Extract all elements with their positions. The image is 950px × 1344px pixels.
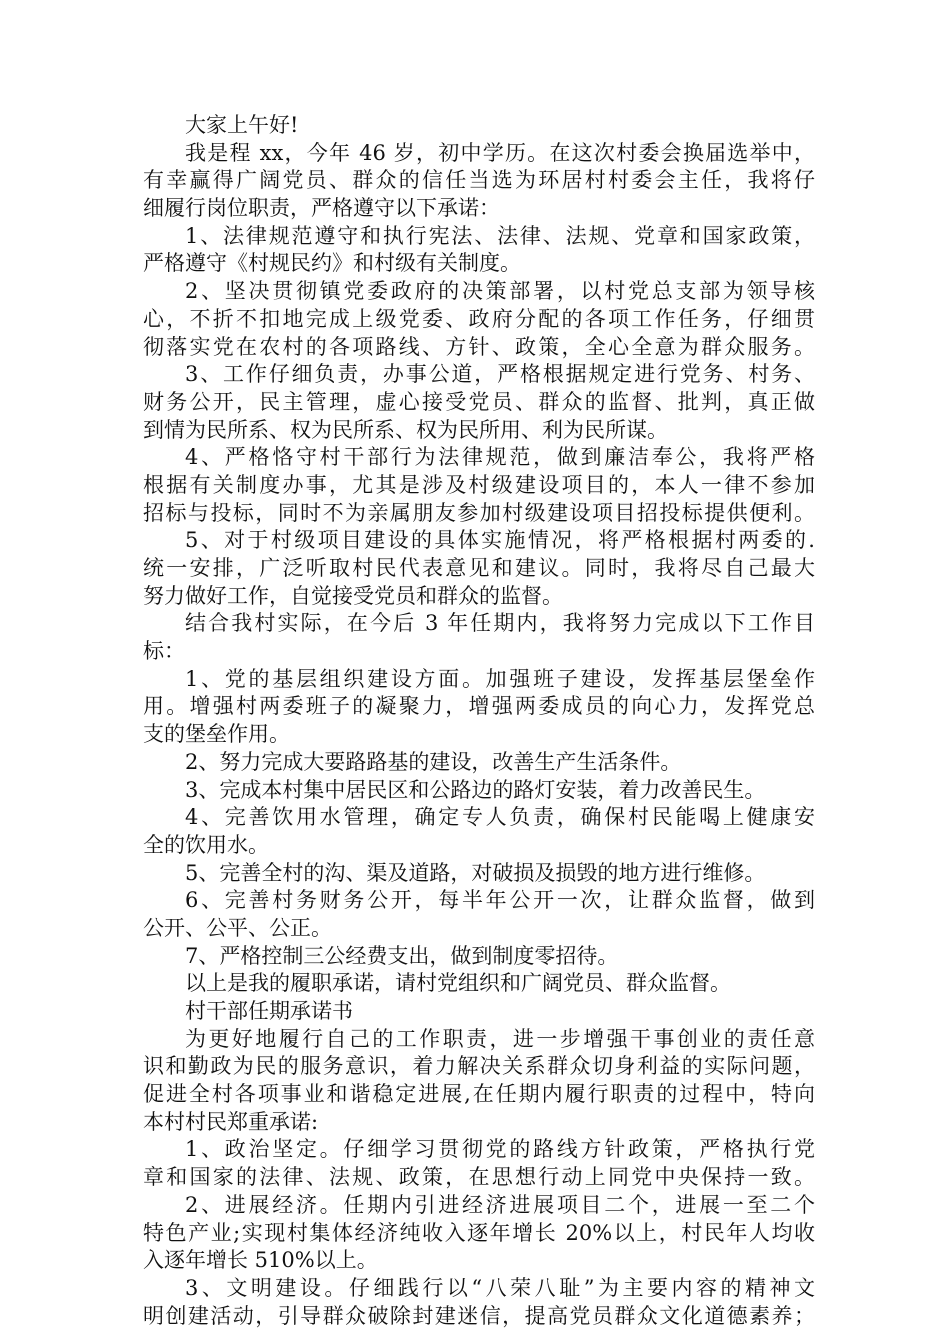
paragraph-line: 本村村民郑重承诺: <box>143 1109 319 1134</box>
paragraph-line: 心，不折不扣地完成上级党委、政府分配的各项工作任务，仔细贯 <box>143 306 815 331</box>
paragraph-line: 公开、公平、公正。 <box>143 915 332 940</box>
paragraph-line: 5、完善全村的沟、渠及道路，对破损及损毁的地方进行维修。 <box>185 860 766 885</box>
paragraph-line: 到情为民所系、权为民所系、权为民所用、利为民所谋。 <box>143 417 668 442</box>
paragraph-line: 促进全村各项事业和谐稳定进展,在任期内履行职责的过程中，特向 <box>143 1082 815 1107</box>
paragraph-line: 结合我村实际，在今后 3 年任期内，我将努力完成以下工作目 <box>185 611 815 636</box>
paragraph-line: 章和国家的法律、法规、政策，在思想行动上同党中央保持一致。 <box>143 1165 815 1190</box>
paragraph-line: 4、严格恪守村干部行为法律规范，做到廉洁奉公，我将严格 <box>185 445 815 470</box>
paragraph-line: 细履行岗位职责，严格遵守以下承诺： <box>143 196 500 221</box>
greeting: 大家上午好! <box>185 113 299 137</box>
paragraph-line: 明创建活动，引导群众破除封建迷信，提高党员群众文化道德素养； <box>143 1303 815 1328</box>
document-body <box>143 112 815 1330</box>
paragraph-line: 招标与投标，同时不为亲属朋友参加村级建设项目招投标提供便利。 <box>143 500 815 525</box>
paragraph-line: 3、完成本村集中居民区和公路边的路灯安装，着力改善民生。 <box>185 777 766 802</box>
paragraph-line: 特色产业;实现村集体经济纯收入逐年增长 20%以上，村民年人均收 <box>143 1220 815 1245</box>
paragraph-line: 统一安排，广泛听取村民代表意见和建议。同时，我将尽自己最大 <box>143 556 815 580</box>
paragraph-line: 有幸赢得广阔党员、群众的信任当选为环居村村委会主任，我将仔 <box>143 168 815 193</box>
paragraph-line: 6、完善村务财务公开，每半年公开一次，让群众监督，做到 <box>185 888 815 913</box>
paragraph-line: 我是程 xx，今年 46 岁，初中学历。在这次村委会换届选举中， <box>185 140 815 165</box>
paragraph-line: 2、努力完成大要路路基的建设，改善生产生活条件。 <box>185 749 682 774</box>
paragraph-line: 1、法律规范遵守和执行宪法、法律、法规、党章和国家政策， <box>185 223 815 248</box>
paragraph-line: 7、严格控制三公经费支出，做到制度零招待。 <box>185 943 619 968</box>
paragraph-line: 全的饮用水。 <box>143 832 269 857</box>
paragraph-line: 1、政治坚定。仔细学习贯彻党的路线方针政策，严格执行党 <box>185 1137 815 1162</box>
paragraph-line: 3、文明建设。仔细践行以“八荣八耻”为主要内容的精神文 <box>185 1275 815 1300</box>
paragraph-line: 财务公开，民主管理，虚心接受党员、群众的监督、批判，真正做 <box>143 389 815 414</box>
paragraph-line: 标： <box>143 639 185 664</box>
paragraph-line: 3、工作仔细负责，办事公道，严格根据规定进行党务、村务、 <box>185 362 815 387</box>
paragraph-line: 识和勤政为民的服务意识，着力解决关系群众切身利益的实际问题， <box>143 1054 815 1079</box>
paragraph-line: 彻落实党在农村的各项路线、方针、政策，全心全意为群众服务。 <box>143 334 815 359</box>
paragraph-line: 入逐年增长 510%以上。 <box>143 1248 378 1273</box>
paragraph-line: 根据有关制度办事，尤其是涉及村级建设项目的，本人一律不参加 <box>143 472 815 497</box>
paragraph-line: 以上是我的履职承诺，请村党组织和广阔党员、群众监督。 <box>185 971 731 996</box>
paragraph-line: 1、党的基层组织建设方面。加强班子建设，发挥基层堡垒作 <box>185 666 815 691</box>
paragraph-line: 2、进展经济。任期内引进经济进展项目二个，进展一至二个 <box>185 1192 815 1217</box>
paragraph-line: 严格遵守《村规民约》和村级有关制度。 <box>143 251 521 276</box>
paragraph-line: 2、坚决贯彻镇党委政府的决策部署，以村党总支部为领导核 <box>185 279 815 304</box>
paragraph-line: 为更好地履行自己的工作职责，进一步增强干事创业的责任意 <box>185 1026 815 1051</box>
paragraph-line: 用。增强村两委班子的凝聚力，增强两委成员的向心力，发挥党总 <box>143 694 815 719</box>
paragraph-line: 5、对于村级项目建设的具体实施情况，将严格根据村两委的. <box>185 528 815 553</box>
paragraph-line: 努力做好工作，自觉接受党员和群众的监督。 <box>143 583 563 608</box>
paragraph-line: 4、完善饮用水管理，确定专人负责，确保村民能喝上健康安 <box>185 805 815 830</box>
paragraph-line: 支的堡垒作用。 <box>143 722 290 747</box>
section-title: 村干部任期承诺书 <box>185 999 353 1023</box>
